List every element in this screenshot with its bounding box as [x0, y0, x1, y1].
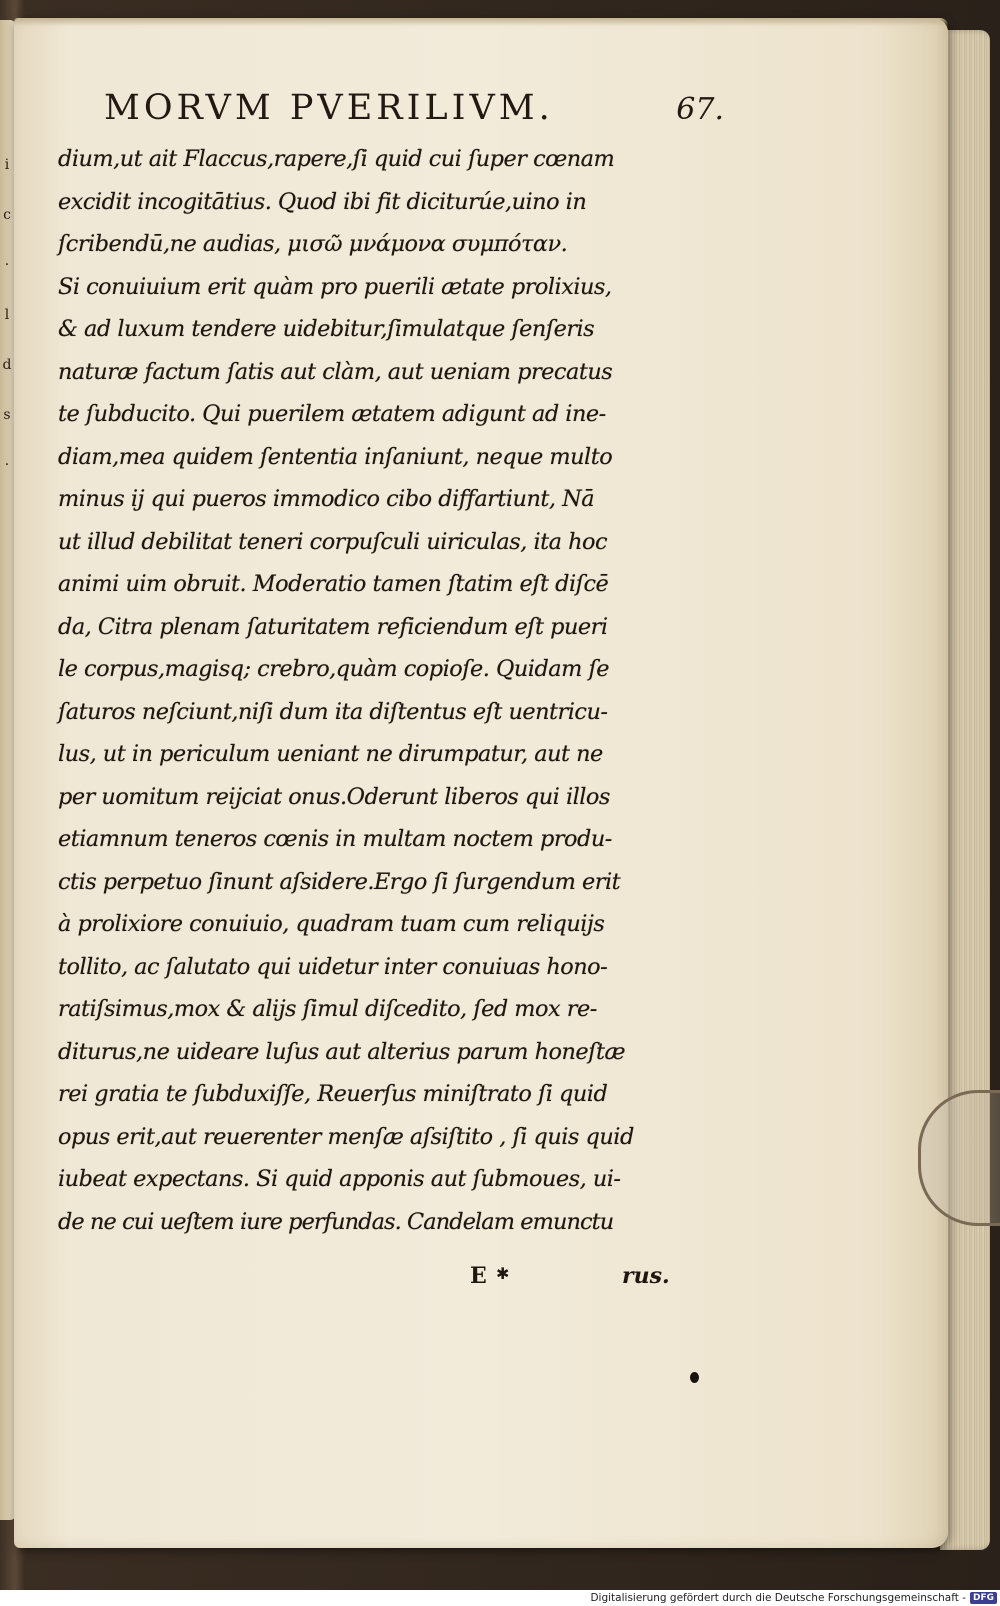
text-line: à prolixiore conuiuio, quadram tuam cum reliquijs: [58, 911, 605, 937]
text-line: diturus,ne uideare luſus aut alterius parum honeſtæ: [58, 1038, 626, 1065]
text-line: tollito, ac ſalutato qui uidetur inter conuiuas hono-: [58, 953, 608, 980]
text-line: etiamnum teneros cœnis in multam noctem produ-: [58, 826, 612, 852]
ink-blot-icon: ✱: [496, 1264, 510, 1283]
page-top-edge: [14, 18, 948, 26]
facing-page-bleed-marks: i c · l d s ·: [2, 157, 12, 473]
credit-text: Digitalisierung gefördert durch die Deutsche Forschungsgemeinschaft -: [590, 1592, 966, 1604]
text-line: te ſubducito. Qui puerilem ætatem adigunt ad ine-: [58, 401, 606, 427]
text-line: diam,mea quidem ſententia inſaniunt, neque multo: [58, 443, 613, 470]
body-text: [58, 138, 710, 1243]
text-line: iubeat expectans. Si quid apponis aut ſubmoues, ui-: [58, 1166, 621, 1192]
show-through-text: [58, 1265, 60, 1286]
book-page: [14, 18, 948, 1548]
signature-mark: E: [470, 1263, 487, 1289]
dfg-logo: DFG: [970, 1592, 997, 1604]
text-line: ut illud debilitat teneri corpuſculi uiriculas, ita hoc: [58, 528, 608, 555]
text-line: de ne cui ueſtem iure perfundas. Candelam emunctu: [58, 1208, 614, 1235]
text-line: naturæ factum ſatis aut clàm, aut ueniam precatus: [58, 358, 613, 385]
digitization-credit: [0, 1590, 1000, 1606]
text-line: excidit incogitātius. Quod ibi fit diciturúe,uino in: [58, 188, 587, 215]
ink-spot: [690, 1372, 699, 1383]
catchword: rus.: [622, 1263, 670, 1289]
text-line: da, Citra plenam ſaturitatem reficiendum eſt pueri: [58, 613, 608, 640]
running-title: MORVM PVERILIVM.: [104, 88, 554, 128]
page-footer: [58, 1263, 710, 1293]
text-line: lus, ut in periculum ueniant ne dirumpatur, aut ne: [58, 741, 603, 767]
text-line: ſaturos neſciunt,niſi dum ita diſtentus eſt uentricu-: [58, 698, 608, 725]
text-line: per uomitum reijciat onus.Oderunt liberos qui illos: [58, 783, 610, 810]
text-line: ratiſsimus,mox & alijs ſimul diſcedito, ſed mox re-: [58, 996, 597, 1022]
text-line: Si conuiuium erit quàm pro puerili ætate prolixius,: [58, 273, 612, 300]
text-line: le corpus,magisq; crebro,quàm copioſe. Quidam ſe: [58, 656, 610, 682]
page-number: 67.: [676, 92, 724, 127]
text-line: ſcribendū,ne audias, μισῶ μνάμονα συμπόταν.: [58, 231, 568, 257]
text-line: ctis perpetuo ſinunt aſsidere.Ergo ſi ſurgendum erit: [58, 868, 621, 895]
text-line: minus ij qui pueros immodico cibo diffartiunt, Nā: [58, 486, 595, 512]
text-line: animi uim obruit. Moderatio tamen ſtatim eſt diſcē: [58, 571, 609, 597]
text-line: opus erit,aut reuerenter menſæ aſsiſtito , ſi quis quid: [58, 1123, 634, 1150]
text-line: & ad luxum tendere uidebitur,ſimulatque ſenſeris: [58, 316, 595, 342]
text-line: rei gratia te ſubduxiſſe, Reuerſus miniſtrato ſi quid: [58, 1081, 608, 1107]
text-line: dium,ut ait Flaccus,rapere,ſi quid cui ſuper cœnam: [58, 146, 615, 172]
running-head: [104, 88, 724, 128]
